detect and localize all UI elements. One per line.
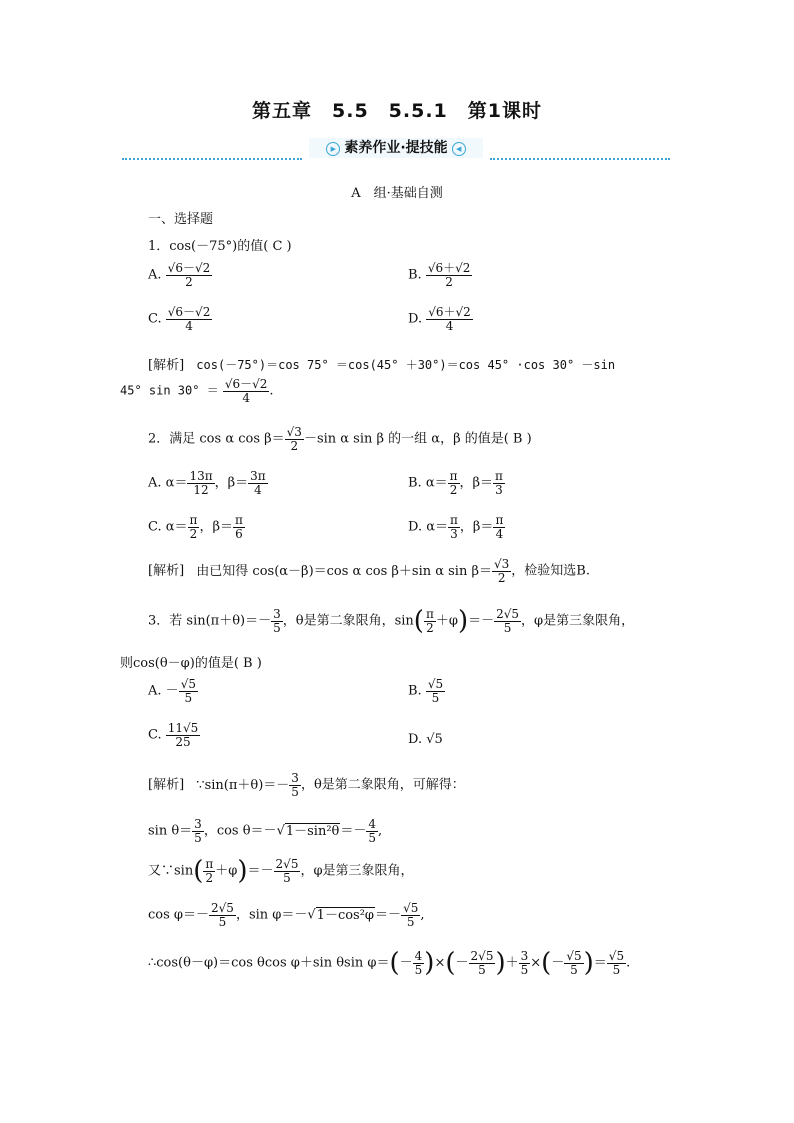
fraction <box>607 950 626 976</box>
paren: ( <box>413 606 424 636</box>
q1-stem: 1．cos(－75°)的值( C ) <box>148 239 292 254</box>
denominator: 5 <box>368 830 377 845</box>
q3-option-c <box>148 722 200 748</box>
denominator: 4 <box>495 526 504 541</box>
denominator: 6 <box>235 526 243 541</box>
q1-solution-line2 <box>120 378 274 404</box>
radical-sign: √ <box>276 823 285 839</box>
fraction <box>448 470 460 496</box>
denominator: 4 <box>445 318 454 333</box>
stem-text: 2．满足 cos α cos β＝ <box>148 431 285 447</box>
option-label: D. <box>408 519 423 535</box>
math-text: α＝ <box>165 519 188 535</box>
radicand: 1－cos²φ <box>316 907 375 923</box>
fraction <box>564 950 583 976</box>
fraction <box>494 608 521 634</box>
fraction <box>426 678 445 704</box>
math-text: ＝ <box>593 955 607 971</box>
numerator: √3 <box>286 425 302 439</box>
period: . <box>626 955 631 971</box>
solution-text: ，θ是第二象限角，可解得： <box>300 777 465 793</box>
math-text: － <box>165 683 179 699</box>
numerator: √3 <box>494 557 510 571</box>
paren: ) <box>237 856 248 886</box>
option-label: D. <box>408 732 423 747</box>
banner-badge <box>309 138 483 158</box>
solution-text: 由已知得 cos(α－β)＝cos α cos β＋sin α sin β＝ <box>196 563 492 579</box>
numerator: √6－√2 <box>224 377 268 391</box>
fraction <box>209 902 236 928</box>
q3-option-d <box>408 732 443 747</box>
page-title: 第五章 5.5 5.5.1 第1课时 <box>252 100 542 122</box>
denominator: 2 <box>205 870 214 885</box>
denominator: 5 <box>406 914 415 929</box>
numerator: 3 <box>273 606 281 621</box>
option-label: D. <box>408 311 423 327</box>
q3-solution-line1 <box>148 772 465 798</box>
math-text: ＋ <box>505 955 519 971</box>
numerator: √5 <box>403 901 419 915</box>
option-label: A. <box>148 683 162 699</box>
q3-option-b <box>408 678 445 704</box>
denominator: 5 <box>273 620 281 635</box>
fraction <box>248 470 268 496</box>
option-label: C. <box>148 311 162 327</box>
denominator: 3 <box>450 526 458 541</box>
radicand: 1－sin²θ <box>285 823 340 839</box>
option-label: A. <box>148 267 162 283</box>
q1-option-a <box>148 262 212 288</box>
q2-stem <box>148 426 532 452</box>
math-text: × <box>434 955 446 971</box>
paren: ( <box>389 948 400 978</box>
q2-solution <box>148 558 590 584</box>
q3-solution-line4 <box>148 902 424 928</box>
solution-text: ，检验知选B. <box>511 563 590 579</box>
paren: ( <box>541 948 552 978</box>
math-text: － <box>455 955 469 971</box>
denominator: 5 <box>612 962 621 977</box>
math-text: α＝ <box>165 475 188 491</box>
paren: ) <box>495 948 506 978</box>
numerator: 13π <box>189 469 213 483</box>
solution-text: 又∵sin <box>148 863 194 879</box>
solution-text: ＝－ <box>340 823 367 839</box>
fraction <box>271 608 283 634</box>
option-label: A. <box>148 475 162 491</box>
denominator: 5 <box>291 784 299 799</box>
fraction <box>493 514 505 540</box>
numerator: π <box>450 513 458 527</box>
option-label: B. <box>408 683 422 699</box>
stem-text: ＝－ <box>468 613 495 629</box>
math-text: － <box>551 955 565 971</box>
numerator: 2√5 <box>211 901 234 915</box>
solution-text: 45° sin 30° ＝ <box>120 383 219 398</box>
solution-text: ＝－ <box>247 863 274 879</box>
part-heading: 一、选择题 <box>148 212 214 227</box>
fraction <box>166 306 213 332</box>
numerator: 3 <box>194 817 202 831</box>
denominator: 2 <box>445 274 453 289</box>
comma: , <box>420 907 425 923</box>
fraction <box>179 678 198 704</box>
fraction <box>166 722 201 748</box>
numerator: √6＋√2 <box>428 305 471 319</box>
q3-option-a <box>148 678 198 704</box>
denominator: 5 <box>414 962 423 977</box>
denominator: 5 <box>283 870 291 885</box>
numerator: √5 <box>180 677 196 691</box>
numerator: 2√5 <box>470 948 494 963</box>
solution-text: ，φ是第三象限角， <box>300 863 414 879</box>
fraction <box>493 470 505 496</box>
q1-solution-line1 <box>148 354 615 373</box>
fraction <box>366 818 378 844</box>
numerator: π <box>495 513 504 527</box>
stem-text: ，θ是第二象限角，sin <box>282 613 414 629</box>
paren: ( <box>193 856 204 886</box>
math-text: α＝ <box>426 519 449 535</box>
math-text: ，β＝ <box>199 519 233 535</box>
numerator: π <box>495 469 503 483</box>
denominator: 2 <box>449 482 458 497</box>
solution-text: ，cos θ＝－ <box>203 823 277 839</box>
solution-text: ＋φ <box>215 863 238 879</box>
banner <box>122 138 670 160</box>
solution-text: sin θ＝ <box>148 823 193 839</box>
numerator: √6－√2 <box>167 261 211 275</box>
numerator: √5 <box>608 948 625 963</box>
solution-label: [解析] <box>148 563 185 579</box>
numerator: π <box>425 606 434 621</box>
arrow-right-icon: ▶ <box>326 142 340 156</box>
solution-text: ∴cos(θ－φ)＝cos θcos φ＋sin θsin φ＝ <box>148 955 390 971</box>
numerator: √5 <box>566 948 582 963</box>
denominator: 12 <box>193 482 209 497</box>
solution-text: cos φ＝－ <box>148 907 210 923</box>
stem-text: －sin α sin β 的一组 α，β 的值是( B ) <box>303 431 532 447</box>
numerator: 3π <box>250 469 266 483</box>
option-label: B. <box>408 475 422 491</box>
q3-solution-line3 <box>148 856 414 886</box>
fraction <box>187 470 214 496</box>
numerator: 3 <box>291 771 299 785</box>
math-text: α＝ <box>425 475 448 491</box>
denominator: 4 <box>242 390 250 405</box>
arrow-left-icon: ◀ <box>452 142 466 156</box>
q3-solution-line2 <box>148 818 382 844</box>
numerator: √6＋√2 <box>427 261 471 275</box>
denominator: 2 <box>426 620 434 635</box>
solution-text: ，sin φ＝－ <box>235 907 308 923</box>
numerator: 2√5 <box>496 606 520 621</box>
math-text: ，β＝ <box>459 519 494 535</box>
numerator: 4 <box>414 948 423 963</box>
stem-text: 3．若 sin(π＋θ)＝－ <box>148 613 272 629</box>
solution-text: cos(－75°)＝cos 75° ＝cos(45° ＋30°)＝cos 45° ·cos 30° －sin <box>196 358 616 372</box>
section-heading: A 组·基础自测 <box>351 186 443 201</box>
q2-option-d <box>408 514 505 540</box>
denominator: 2 <box>185 274 193 289</box>
numerator: 11√5 <box>167 721 199 735</box>
q1-option-c <box>148 306 212 332</box>
q2-option-c <box>148 514 245 540</box>
option-label: C. <box>148 519 162 535</box>
q3-solution-line5 <box>148 948 630 978</box>
numerator: π <box>205 856 214 871</box>
numerator: π <box>234 513 243 527</box>
fraction <box>188 514 200 540</box>
stem-text: ，φ是第三象限角， <box>521 613 635 629</box>
fraction <box>223 378 270 404</box>
denominator: 3 <box>495 482 503 497</box>
fraction <box>426 306 473 332</box>
paren: ) <box>457 606 469 636</box>
numerator: √6－√2 <box>167 305 211 319</box>
q2-option-b <box>408 470 505 496</box>
math-text: － <box>399 955 413 971</box>
period: . <box>269 383 274 399</box>
denominator: 4 <box>254 482 262 497</box>
option-label: C. <box>148 727 162 743</box>
q2-option-a <box>148 470 268 496</box>
denominator: 25 <box>175 734 191 749</box>
q1-option-b <box>408 262 472 288</box>
fraction <box>192 818 204 844</box>
denominator: 2 <box>189 526 198 541</box>
q3-stem-line1 <box>148 606 634 636</box>
solution-text: ∵sin(π＋θ)＝－ <box>196 777 290 793</box>
banner-label: 素养作业·提技能 <box>344 140 448 156</box>
paren: ( <box>445 948 456 978</box>
denominator: 5 <box>194 830 202 845</box>
paren: ) <box>424 948 435 978</box>
numerator: π <box>189 513 198 527</box>
fraction <box>401 902 420 928</box>
radical-sign: √ <box>307 907 316 923</box>
solution-text: ＝－ <box>375 907 402 923</box>
q3-stem-line2: 则cos(θ－φ)的值是( B ) <box>120 656 262 671</box>
fraction <box>448 514 460 540</box>
fraction <box>424 608 436 634</box>
q1-option-d <box>408 306 473 332</box>
fraction <box>413 950 425 976</box>
fraction <box>469 950 496 976</box>
fraction <box>233 514 245 540</box>
fraction <box>285 426 304 452</box>
numerator: 4 <box>368 817 377 831</box>
math-text: × <box>530 955 542 971</box>
denominator: 4 <box>185 318 193 333</box>
fraction <box>203 858 215 884</box>
denominator: 2 <box>497 570 506 585</box>
numerator: π <box>449 469 458 483</box>
fraction <box>426 262 473 288</box>
denominator: 5 <box>218 914 227 929</box>
denominator: 5 <box>503 620 512 635</box>
math-text: ，β＝ <box>214 475 249 491</box>
dotted-divider-right <box>490 158 670 160</box>
math-text: √5 <box>426 732 443 747</box>
solution-label: [解析] <box>148 358 185 373</box>
fraction <box>289 772 301 798</box>
solution-label: [解析] <box>148 777 185 793</box>
dotted-divider-left <box>122 158 302 160</box>
paren: ) <box>583 948 594 978</box>
fraction <box>166 262 213 288</box>
numerator: 2√5 <box>275 856 299 871</box>
numerator: 3 <box>520 948 529 963</box>
option-label: B. <box>408 267 422 283</box>
denominator: 5 <box>478 962 486 977</box>
denominator: 5 <box>184 690 193 705</box>
math-text: ，β＝ <box>459 475 494 491</box>
denominator: 5 <box>431 690 440 705</box>
fraction <box>519 950 531 976</box>
fraction <box>274 858 301 884</box>
fraction <box>492 558 511 584</box>
comma: , <box>378 823 383 839</box>
denominator: 2 <box>290 438 299 453</box>
denominator: 5 <box>570 962 578 977</box>
numerator: √5 <box>427 677 444 691</box>
stem-text: ＋φ <box>435 613 458 629</box>
denominator: 5 <box>520 962 529 977</box>
